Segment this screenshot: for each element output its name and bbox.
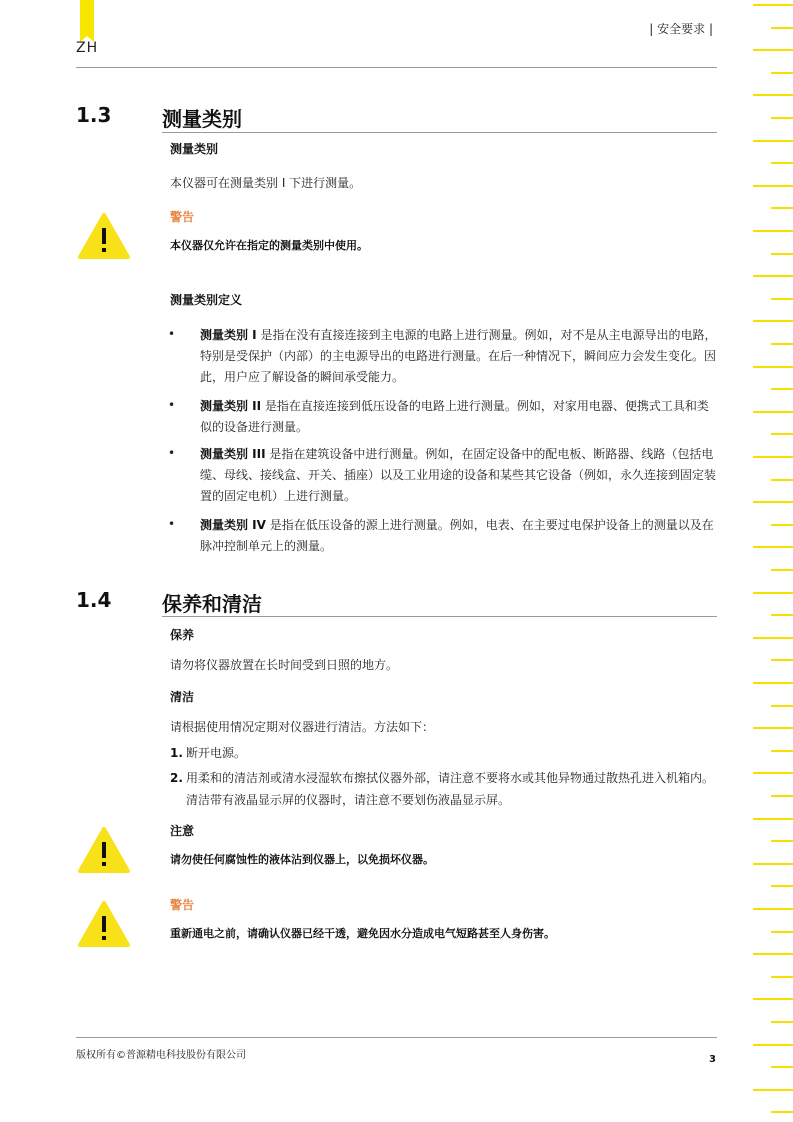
edge-dash: [753, 818, 793, 820]
paragraph: 本仪器可在测量类别 I 下进行测量。: [170, 176, 362, 190]
list-item: [200, 515, 718, 557]
edge-dash: [753, 727, 793, 729]
edge-dash: [771, 253, 793, 255]
edge-dash: [753, 546, 793, 548]
edge-dash: [753, 366, 793, 368]
copyright: 版权所有©普源精电科技股份有限公司: [76, 1050, 246, 1061]
step-number: 2.: [170, 771, 183, 785]
edge-dash: [753, 4, 793, 6]
definition: 是指在建筑设备中进行测量。例如，在固定设备中的配电板、断路器、线路（包括电缆、母线、接线盒、开关、插座）以及工业用途的设备和某些其它设备（例如，永久连接到固定装置的固定电机）上进行测量。: [200, 447, 717, 503]
paragraph: 请勿将仪器放置在长时间受到日照的地方。: [170, 658, 399, 672]
bullet-dot: •: [168, 327, 176, 341]
edge-dash: [753, 592, 793, 594]
edge-dash: [771, 750, 793, 752]
bullet-dot: •: [168, 517, 176, 531]
edge-dash: [753, 275, 793, 277]
edge-dash: [753, 682, 793, 684]
step-number: 1.: [170, 746, 183, 760]
caution-text: 请勿使任何腐蚀性的液体沾到仪器上，以免损坏仪器。: [170, 853, 434, 866]
term: 测量类别 IV: [200, 518, 266, 532]
edge-dash: [753, 140, 793, 142]
list-item: [200, 325, 718, 388]
language-tab-marker: [80, 0, 94, 36]
edge-dash: [771, 614, 793, 616]
edge-dash: [753, 637, 793, 639]
edge-dash: [753, 411, 793, 413]
edge-dash: [771, 795, 793, 797]
edge-dash: [753, 1089, 793, 1091]
edge-dash: [753, 49, 793, 51]
edge-dash: [771, 524, 793, 526]
edge-dash: [771, 298, 793, 300]
header-section-title: | 安全要求 |: [649, 22, 713, 36]
warning-triangle-icon: [77, 826, 131, 874]
edge-dash: [771, 1066, 793, 1068]
edge-dash: [753, 230, 793, 232]
edge-dash: [771, 569, 793, 571]
caution-label: 注意: [170, 824, 195, 838]
edge-dash: [771, 433, 793, 435]
edge-dash: [753, 863, 793, 865]
bullet-dot: •: [168, 398, 176, 412]
list-item: [200, 396, 718, 438]
edge-dash: [753, 772, 793, 774]
section-title: 保养和清洁: [162, 592, 262, 616]
page-number: 3: [709, 1054, 716, 1065]
edge-dash: [771, 162, 793, 164]
edge-dash: [753, 501, 793, 503]
language-code: ZH: [76, 40, 99, 56]
term: 测量类别 II: [200, 399, 262, 413]
footer-divider: [76, 1037, 717, 1038]
section-title: 测量类别: [162, 107, 242, 131]
edge-dash: [771, 885, 793, 887]
edge-dash: [771, 117, 793, 119]
edge-dash: [753, 185, 793, 187]
section-divider: [162, 132, 717, 133]
edge-dash: [753, 94, 793, 96]
warning-text: 本仪器仅允许在指定的测量类别中使用。: [170, 239, 368, 252]
bullet-dot: •: [168, 446, 176, 460]
edge-dash: [771, 659, 793, 661]
term: 测量类别 III: [200, 447, 266, 461]
warning-triangle-icon: [77, 900, 131, 948]
edge-dash: [753, 953, 793, 955]
step-text: 用柔和的清洁剂或清水浸湿软布擦拭仪器外部，请注意不要将水或其他异物通过散热孔进入机箱内。清洁带有液晶显示屏的仪器时，请注意不要划伤液晶显示屏。: [186, 771, 715, 807]
term: 测量类别 I: [200, 328, 257, 342]
list-item: [200, 444, 718, 507]
edge-dash: [771, 72, 793, 74]
edge-dash: [753, 998, 793, 1000]
edge-dash: [753, 320, 793, 322]
section-number: 1.4: [76, 588, 112, 612]
edge-dash: [771, 976, 793, 978]
section-number: 1.3: [76, 103, 112, 127]
edge-dash: [771, 931, 793, 933]
edge-dash: [771, 1111, 793, 1113]
warning-text: 重新通电之前，请确认仪器已经干透，避免因水分造成电气短路甚至人身伤害。: [170, 927, 555, 940]
edge-dash: [771, 705, 793, 707]
sub-heading: 测量类别: [170, 142, 219, 156]
warning-label: 警告: [170, 898, 195, 912]
sub-heading: 保养: [170, 628, 195, 642]
step-text: 断开电源。: [186, 746, 247, 760]
edge-dash: [771, 1021, 793, 1023]
edge-dash: [753, 456, 793, 458]
definition: 是指在直接连接到低压设备的电路上进行测量。例如，对家用电器、便携式工具和类似的设备进行测量。: [200, 399, 709, 434]
edge-dash: [771, 840, 793, 842]
sub-heading: 测量类别定义: [170, 293, 243, 307]
edge-dash: [771, 343, 793, 345]
warning-label: 警告: [170, 210, 195, 224]
warning-triangle-icon: [77, 212, 131, 260]
section-divider: [162, 616, 717, 617]
sub-heading: 清洁: [170, 690, 195, 704]
edge-dash: [771, 388, 793, 390]
header-divider: [76, 67, 717, 68]
definition: 是指在没有直接连接到主电源的电路上进行测量。例如，对不是从主电源导出的电路，特别是受保护（内部）的主电源导出的电路进行测量。在后一种情况下，瞬间应力会发生变化。因此，用户应了解设备的瞬间承受能力。: [200, 328, 717, 384]
edge-dash: [771, 207, 793, 209]
paragraph: 请根据使用情况定期对仪器进行清洁。方法如下：: [170, 720, 435, 734]
edge-dash: [753, 908, 793, 910]
edge-dash: [771, 479, 793, 481]
edge-dash: [753, 1044, 793, 1046]
edge-dash: [771, 27, 793, 29]
definition: 是指在低压设备的源上进行测量。例如，电表、在主要过电保护设备上的测量以及在脉冲控制单元上的测量。: [200, 518, 714, 553]
